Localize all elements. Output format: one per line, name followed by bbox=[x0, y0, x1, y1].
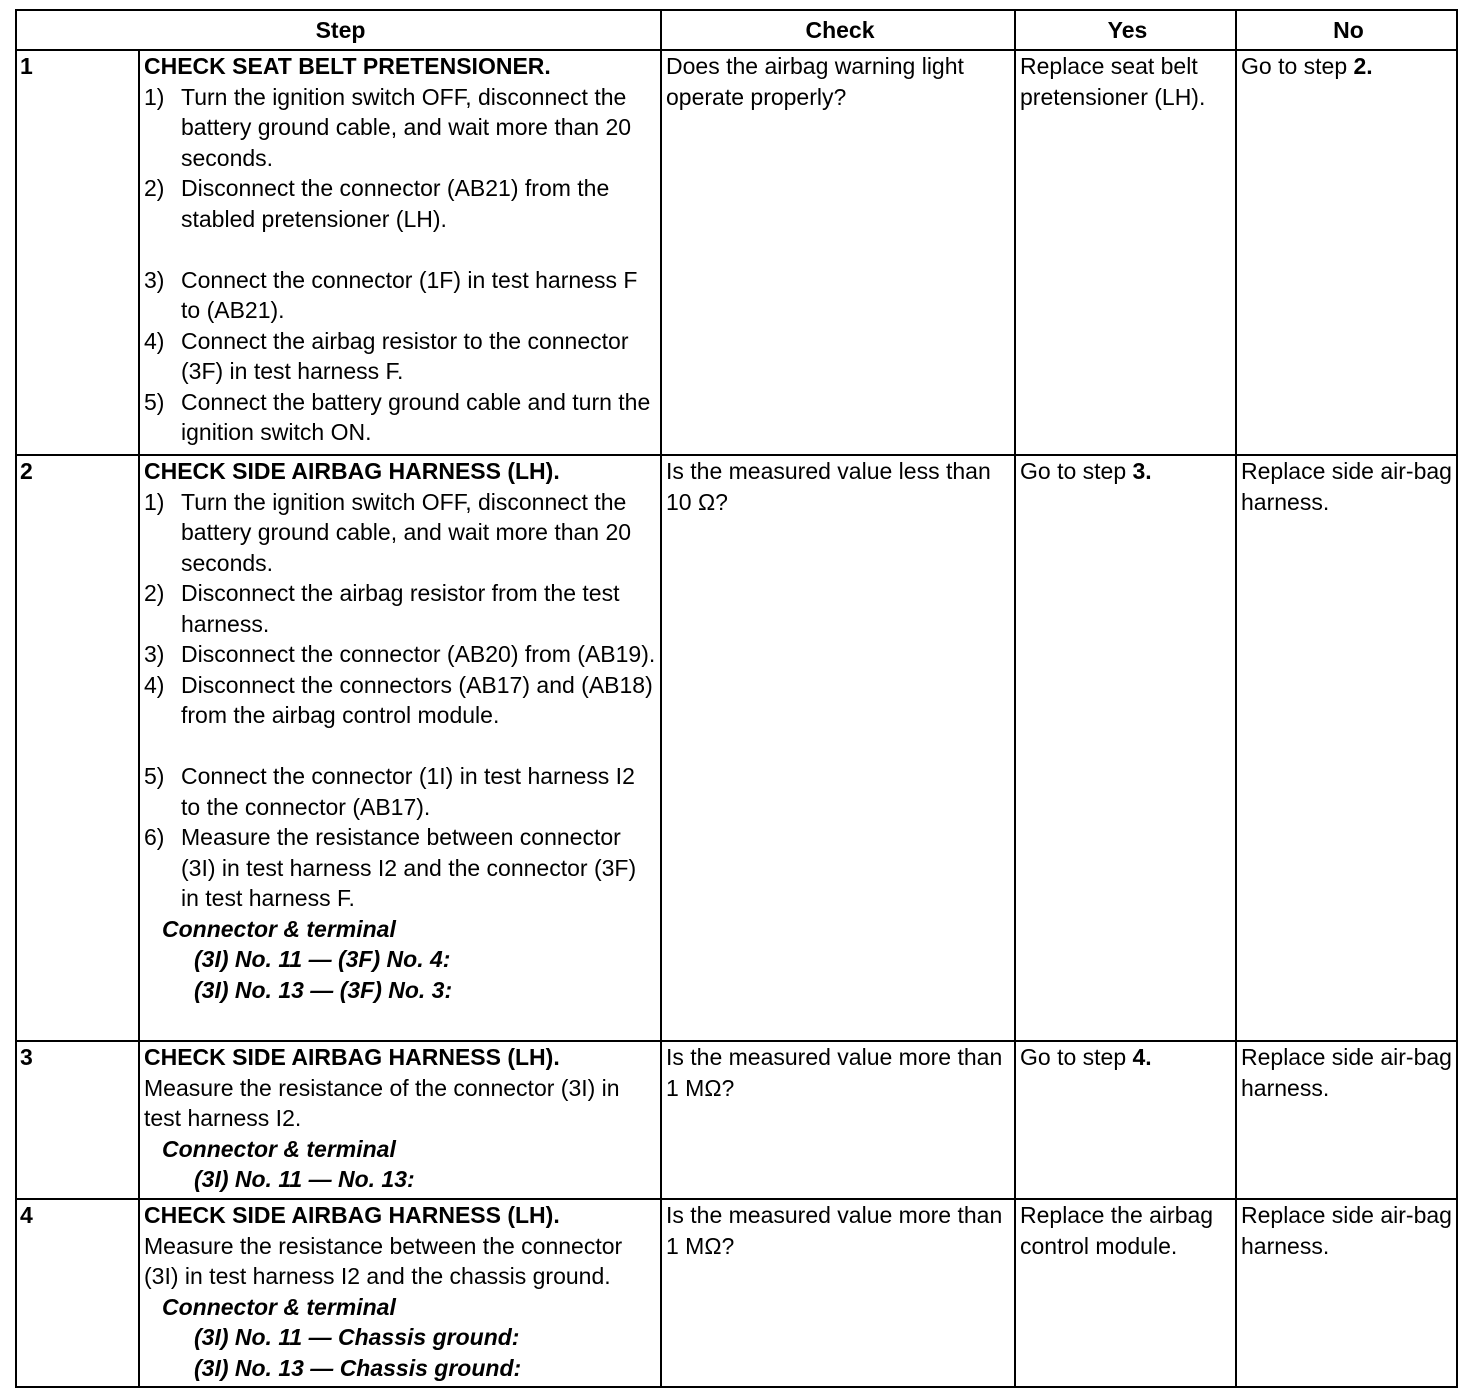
step-number: 2 bbox=[16, 455, 139, 1041]
item-text: Connect the airbag resistor to the connector (3F) in test harness F. bbox=[181, 327, 629, 384]
item-number: 4) bbox=[144, 671, 165, 698]
item-number: 2) bbox=[144, 175, 165, 201]
yes-cell: Replace seat belt pretensioner (LH). bbox=[1015, 50, 1236, 455]
item-text: Turn the ignition switch OFF, disconnect the battery ground cable, and wait more than 20 seconds. bbox=[181, 83, 632, 171]
diagnostic-table-document bbox=[15, 9, 1456, 1388]
item-number: 3) bbox=[144, 641, 165, 667]
yes-cell: Replace the airbag control module. bbox=[1015, 1199, 1236, 1387]
step-list bbox=[144, 487, 660, 914]
list-item bbox=[144, 578, 660, 639]
terminal-spec: (3I) No. 13 — Chassis ground: bbox=[194, 1354, 522, 1381]
no-cell: Replace side air-bag harness. bbox=[1236, 1199, 1457, 1387]
item-number: 4) bbox=[144, 327, 165, 354]
step-title: CHECK SIDE AIRBAG HARNESS (LH). bbox=[144, 1044, 560, 1070]
item-text: Disconnect the airbag resistor from the test harness. bbox=[181, 580, 620, 637]
yes-cell bbox=[1015, 1041, 1236, 1199]
table-row bbox=[16, 1199, 1457, 1387]
step-cell bbox=[139, 1041, 661, 1199]
step-number: 4 bbox=[16, 1199, 139, 1387]
diagnostic-table bbox=[15, 9, 1458, 1388]
item-number: 2) bbox=[144, 580, 165, 606]
item-text: Disconnect the connectors (AB17) and (AB18) from the airbag control module. bbox=[181, 671, 653, 728]
list-item bbox=[144, 82, 660, 174]
list-item bbox=[144, 822, 660, 914]
item-number: 1) bbox=[144, 83, 165, 110]
step-title: CHECK SIDE AIRBAG HARNESS (LH). bbox=[144, 1202, 560, 1228]
connector-terminal-label: Connector & terminal bbox=[162, 915, 396, 942]
connector-terminal-label: Connector & terminal bbox=[162, 1135, 396, 1162]
step-cell bbox=[139, 50, 661, 455]
yes-step-ref: 4. bbox=[1132, 1044, 1152, 1070]
no-cell: Replace side air-bag harness. bbox=[1236, 1041, 1457, 1199]
yes-cell bbox=[1015, 455, 1236, 1041]
list-item bbox=[144, 639, 660, 670]
terminal-spec: (3I) No. 11 — (3F) No. 4: bbox=[194, 946, 451, 972]
yes-text: Go to step bbox=[1020, 458, 1133, 484]
check-cell: Is the measured value less than 10 Ω? bbox=[661, 455, 1015, 1041]
list-item bbox=[144, 670, 660, 731]
step-title: CHECK SIDE AIRBAG HARNESS (LH). bbox=[144, 458, 560, 484]
list-item bbox=[144, 326, 660, 387]
item-number: 1) bbox=[144, 488, 165, 515]
step-number: 3 bbox=[16, 1041, 139, 1199]
item-text: Disconnect the connector (AB20) from (AB19). bbox=[181, 641, 656, 667]
header-step: Step bbox=[16, 10, 661, 50]
header-yes: Yes bbox=[1015, 10, 1236, 50]
table-row bbox=[16, 50, 1457, 455]
table-row bbox=[16, 455, 1457, 1041]
table-row bbox=[16, 1041, 1457, 1199]
step-number: 1 bbox=[16, 50, 139, 455]
yes-step-ref: 3. bbox=[1132, 458, 1152, 484]
item-text: Disconnect the connector (AB21) from the stabled pretensioner (LH). bbox=[181, 175, 610, 232]
header-check: Check bbox=[661, 10, 1015, 50]
step-instruction: Measure the resistance of the connector (3I) in test harness I2. bbox=[144, 1074, 620, 1131]
item-text: Connect the connector (1I) in test harness I2 to the connector (AB17). bbox=[181, 763, 635, 820]
item-text: Connect the battery ground cable and turn the ignition switch ON. bbox=[181, 388, 651, 445]
item-number: 3) bbox=[144, 266, 165, 293]
item-number: 5) bbox=[144, 763, 165, 789]
terminal-spec: (3I) No. 13 — (3F) No. 3: bbox=[194, 976, 453, 1003]
list-item bbox=[144, 487, 660, 579]
list-item bbox=[144, 387, 660, 448]
check-cell: Is the measured value more than 1 MΩ? bbox=[661, 1199, 1015, 1387]
no-cell: Replace side air-bag harness. bbox=[1236, 455, 1457, 1041]
check-cell: Is the measured value more than 1 MΩ? bbox=[661, 1041, 1015, 1199]
step-instruction: Measure the resistance between the connector (3I) in test harness I2 and the chassis ground. bbox=[144, 1232, 623, 1289]
no-step-ref: 2. bbox=[1353, 53, 1373, 79]
item-number: 6) bbox=[144, 824, 165, 850]
no-text: Go to step bbox=[1241, 53, 1354, 79]
step-list bbox=[144, 82, 660, 448]
step-title: CHECK SEAT BELT PRETENSIONER. bbox=[144, 53, 551, 79]
check-cell: Does the airbag warning light operate properly? bbox=[661, 50, 1015, 455]
header-row bbox=[16, 10, 1457, 50]
item-text: Connect the connector (1F) in test harness F to (AB21). bbox=[181, 266, 638, 323]
item-text: Turn the ignition switch OFF, disconnect the battery ground cable, and wait more than 20 seconds. bbox=[181, 488, 632, 576]
terminal-spec: (3I) No. 11 — No. 13: bbox=[194, 1166, 415, 1192]
step-cell bbox=[139, 455, 661, 1041]
item-number: 5) bbox=[144, 388, 165, 415]
list-item bbox=[144, 761, 660, 822]
header-no: No bbox=[1236, 10, 1457, 50]
yes-text: Go to step bbox=[1020, 1044, 1133, 1070]
terminal-spec: (3I) No. 11 — Chassis ground: bbox=[194, 1324, 520, 1350]
connector-terminal-label: Connector & terminal bbox=[162, 1293, 396, 1320]
item-text: Measure the resistance between connector (3I) in test harness I2 and the connector (3F) in test harness F. bbox=[181, 824, 637, 911]
list-item bbox=[144, 265, 660, 326]
list-item bbox=[144, 173, 660, 234]
no-cell bbox=[1236, 50, 1457, 455]
step-cell bbox=[139, 1199, 661, 1387]
